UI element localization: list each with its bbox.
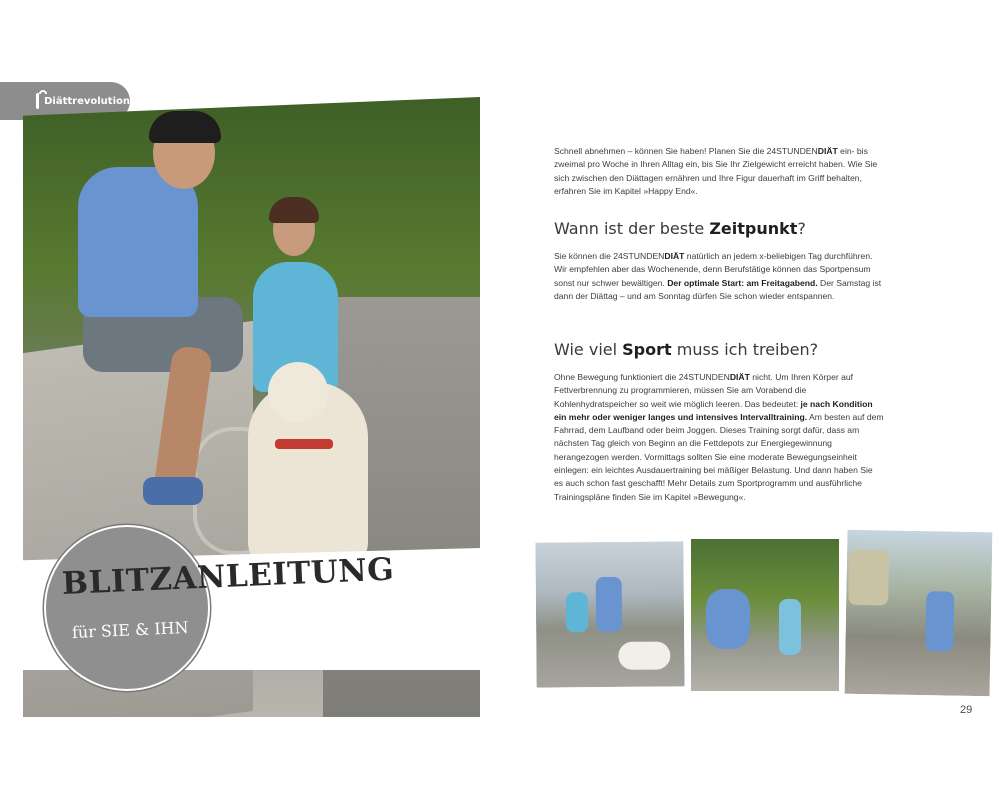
photo-dog [618, 641, 670, 669]
photo-woman-hair [269, 197, 319, 223]
photo-man [706, 589, 750, 649]
photo-man-left [848, 550, 889, 606]
photo-dog-collar [275, 439, 333, 449]
page-subtitle: für SIE & IHN [71, 617, 189, 642]
photo-jogging-dog [534, 540, 685, 688]
photo-jumping [844, 529, 994, 698]
photo-man-cap [149, 111, 221, 143]
photo-runner [596, 577, 622, 632]
intro-block [554, 145, 884, 198]
section-paragraph-sport: Ohne Bewegung funktioniert die 24STUNDENDIÄT nicht. Um Ihren Körper auf Fettverbrennung zu programmieren, müssen Sie am Vorabend die Kohlenhydratspeicher so weit wie möglich leeren. Das bedeutet: je nach Kondition ein mehr oder weniger langes und intensives Intervalltraining. Am besten auf dem Fahrrad, dem Laufband oder beim Joggen. Dieses Training sorgt dafür, dass am nächsten Tag gleich von Beginn an die Fettdepots zur Energiegewinnung herangezogen werden. Vormittags sollten Sie eine moderate Bewegungseinheit einlegen: ein leichtes Ausdauertraining bei mäßiger Belastung. Und dann haben Sie es auch schon fast geschafft! Mehr Details zum Sportprogramm und ausführliche Trainingspläne finden Sie im Kapitel »Bewegung«. [554, 372, 884, 502]
photo-man-shirt [78, 167, 198, 317]
section-heading-sport: Wie viel Sport muss ich treiben? [554, 340, 819, 359]
page-title: BLITZANLEITUNG [61, 551, 395, 602]
photo-dog-head [268, 362, 328, 422]
title-circle [44, 525, 210, 691]
photo-man-shoe [143, 477, 203, 505]
page-number: 29 [960, 704, 973, 716]
intro-paragraph: Schnell abnehmen – können Sie haben! Planen Sie die 24STUNDENDIÄT ein- bis zweimal pro Woche in Ihren Alltag ein, bis Sie Ihr Zielgewicht erreicht haben. Wie Sie sich zwischen den Diättagen ernähren und Ihre Figur dauerhaft im Griff behalten, erfahren Sie im Kapitel »Happy End«. [554, 146, 878, 196]
photo-woman [779, 599, 801, 655]
photo-cyclist [566, 592, 588, 632]
section-heading-zeitpunkt: Wann ist der beste Zeitpunkt? [554, 219, 806, 238]
section-paragraph-zeitpunkt: Sie können die 24STUNDENDIÄT natürlich an jedem x-beliebigen Tag durchführen. Wir empfehlen aber das Wochenende, denn Berufstätige können das Sportpensum sonst nur schwer bewältigen. Der optimale Start: am Freitagabend. Der Samstag ist dann der Diättag – und am Sonntag dürfen Sie schon wieder entspannen. [554, 251, 882, 301]
photo-high-five [690, 538, 840, 692]
photo-man-right [925, 591, 954, 651]
section-zeitpunkt [554, 219, 884, 303]
scale-icon [36, 93, 39, 109]
section-sport [554, 340, 884, 504]
chapter-tab-label: Diättrevolution [44, 95, 130, 107]
